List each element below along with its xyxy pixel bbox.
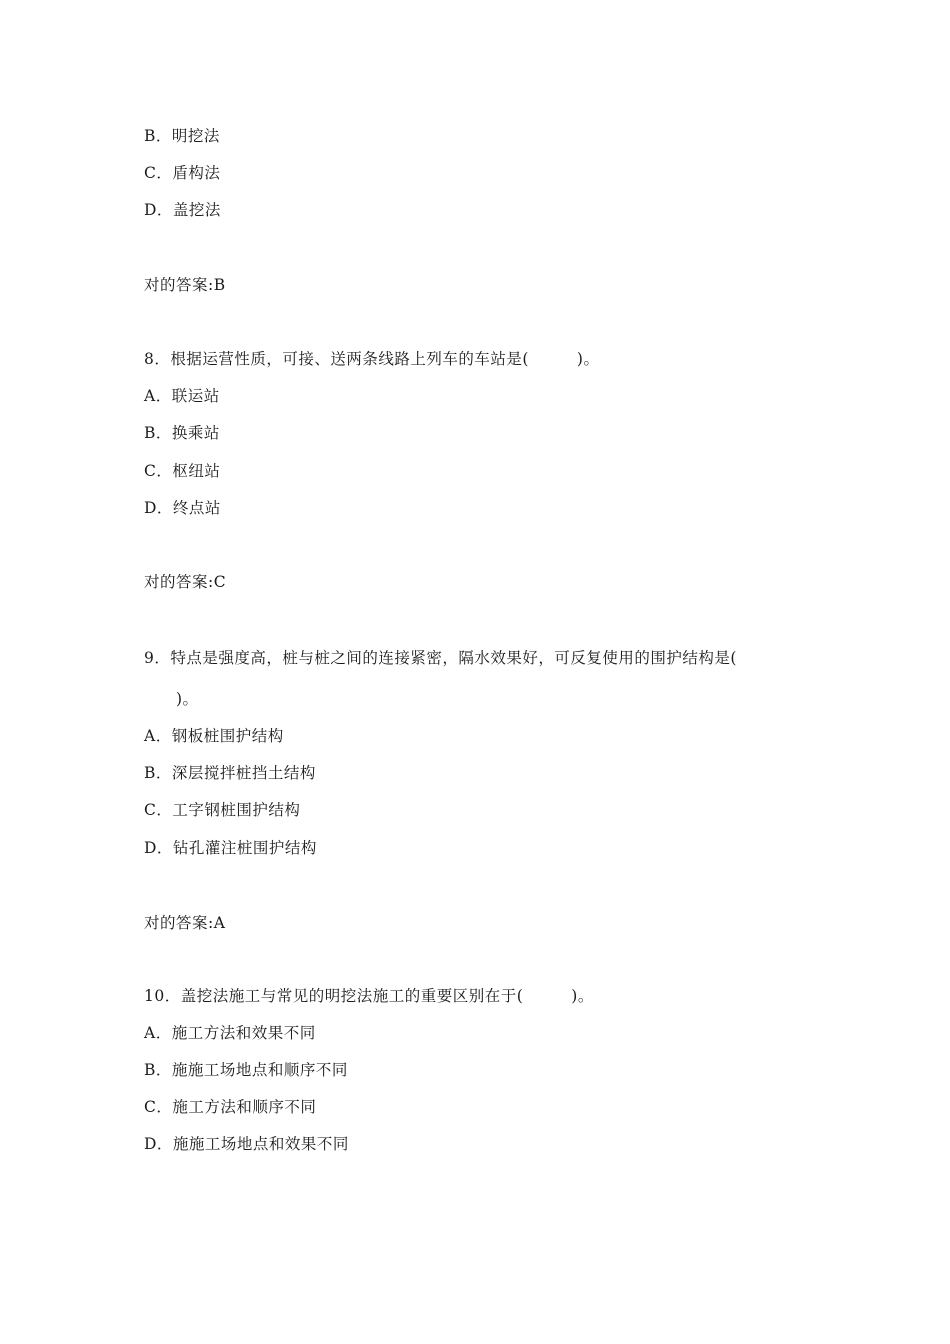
- q7-option-c: C．盾构法: [144, 164, 221, 182]
- q9-answer: 对的答案:A: [144, 914, 226, 932]
- q9-option-b: B．深层搅拌桩挡土结构: [144, 764, 316, 782]
- q8-option-d: D．终点站: [144, 499, 221, 517]
- q8-answer: 对的答案:C: [144, 573, 227, 591]
- q8-question: 8．根据运营性质，可接、送两条线路上列车的车站是( )。: [144, 350, 600, 368]
- q10-option-d: D．施施工场地点和效果不同: [144, 1135, 349, 1153]
- q10-option-c: C．施工方法和顺序不同: [144, 1098, 317, 1116]
- q10-option-b: B．施施工场地点和顺序不同: [144, 1061, 348, 1079]
- q9-option-d: D．钻孔灌注桩围护结构: [144, 839, 317, 857]
- q7-answer: 对的答案:B: [144, 276, 226, 294]
- q9-question-line2: )。: [144, 690, 199, 708]
- q8-option-b: B．换乘站: [144, 424, 220, 442]
- q10-option-a: A．施工方法和效果不同: [144, 1024, 316, 1042]
- q8-option-c: C．枢纽站: [144, 462, 221, 480]
- q8-option-a: A．联运站: [144, 387, 220, 405]
- q7-option-b: B．明挖法: [144, 127, 220, 145]
- q7-option-d: D．盖挖法: [144, 201, 221, 219]
- q9-option-a: A．钢板桩围护结构: [144, 727, 284, 745]
- q9-option-c: C．工字钢桩围护结构: [144, 801, 301, 819]
- q9-question-line1: 9．特点是强度高，桩与桩之间的连接紧密，隔水效果好，可反复使用的围护结构是(: [144, 649, 737, 667]
- q10-question: 10．盖挖法施工与常见的明挖法施工的重要区别在于( )。: [144, 987, 594, 1005]
